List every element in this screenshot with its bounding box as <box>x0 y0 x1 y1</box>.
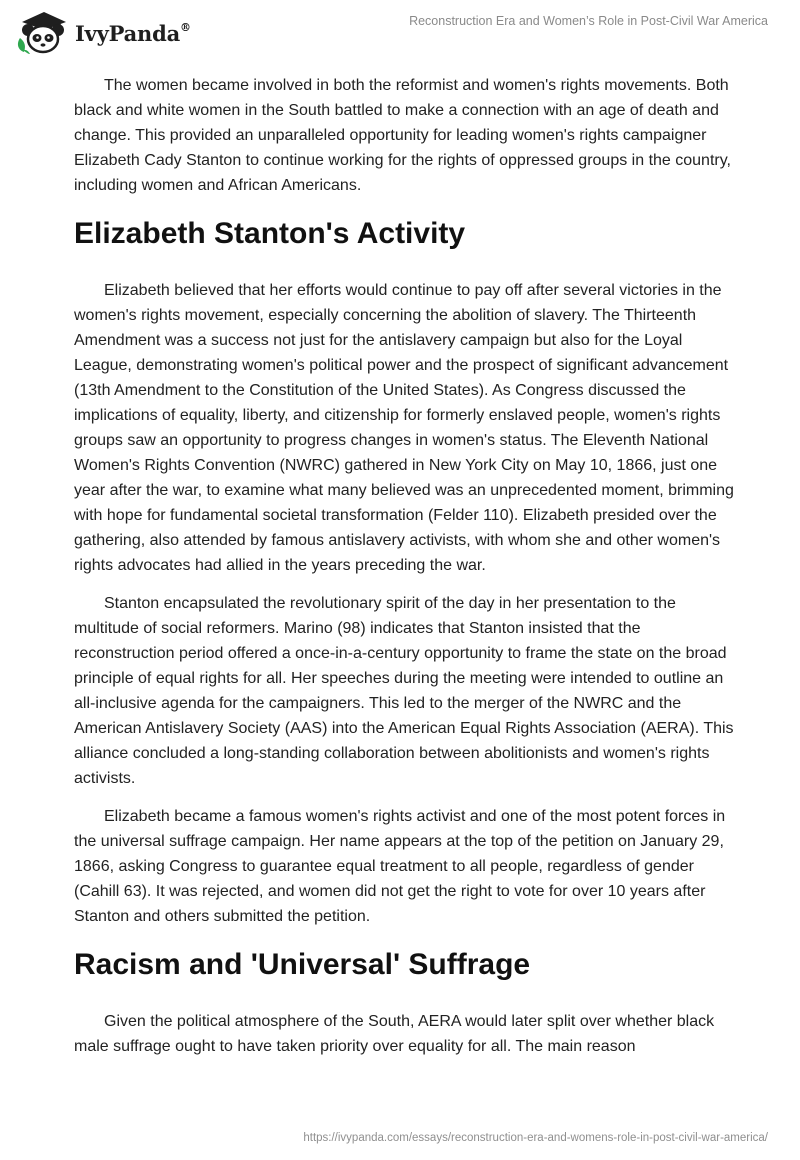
intro-paragraph: The women became involved in both the reformist and women's rights movements. Both black and white women in the South battled to make a connection with an age of death and change. This provided an unparalleled opportunity for leading women's rights campaigner Elizabeth Cady Stanton to continue working for the rights of oppressed groups in the country, including women and African Americans. <box>74 77 731 194</box>
page-header <box>0 0 800 66</box>
ivypanda-logo[interactable] <box>14 8 191 56</box>
section-heading-stanton-activity: Elizabeth Stanton's Activity <box>74 217 466 250</box>
paragraph: Given the political atmosphere of the South, AERA would later split over whether black male suffrage ought to have taken priority over equality for all. The main reason <box>74 1013 715 1055</box>
paragraph: Stanton encapsulated the revolutionary spirit of the day in her presentation to the multitude of social reformers. Marino (98) indicates that Stanton insisted that the reconstruction period offered a once-in-a-century opportunity to frame the state on the broad principle of equal rights for all. Her speeches during the meeting were intended to outline an all-inclusive agenda for the campaigners. This led to the merger of the NWRC and the American Antislavery Society (AAS) into the American Equal Rights Association (AERA). This alliance concluded a long-standing collaboration between abolitionists and women's rights activists. <box>74 595 734 787</box>
registered-mark: ® <box>180 20 191 34</box>
panda-graduation-cap-icon <box>14 8 70 56</box>
paragraph: Elizabeth became a famous women's rights activist and one of the most potent forces in the universal suffrage campaign. Her name appears at the top of the petition on January 29, 1866, asking Congress to guarantee equal treatment to all people, regardless of gender (Cahill 63). It was rejected, and women did not get the right to vote for over 10 years after Stanton and others submitted the petition. <box>74 808 726 925</box>
section-heading-racism-suffrage: Racism and 'Universal' Suffrage <box>74 948 531 981</box>
document-title: Reconstruction Era and Women’s Role in Post-Civil War America <box>409 14 768 28</box>
paragraph: Elizabeth believed that her efforts would continue to pay off after several victories in the women's rights movement, especially concerning the abolition of slavery. The Thirteenth Amendment was a success not just for the antislavery campaign but also for the Loyal League, demonstrating women's political power and the prospect of significant advancement (13th Amendment to the Constitution of the United States). As Congress discussed the implications of equality, liberty, and citizenship for formerly enslaved people, women's rights groups saw an opportunity to progress changes in women's status. The Eleventh National Women's Rights Convention (NWRC) gathered in New York City on May 10, 1866, just one year after the war, to examine what many believed was an unprecedented moment, brimming with hope for fundamental societal transformation (Felder 110). Elizabeth presided over the gathering, also attended by famous antislavery activists, with whom she and other women's rights advocates had allied in the years preceding the war. <box>74 282 734 574</box>
brand-name: IvyPanda® <box>75 20 191 46</box>
source-url[interactable]: https://ivypanda.com/essays/reconstruction-era-and-womens-role-in-post-civil-war-america/ <box>303 1132 768 1144</box>
essay-body <box>74 73 734 1072</box>
